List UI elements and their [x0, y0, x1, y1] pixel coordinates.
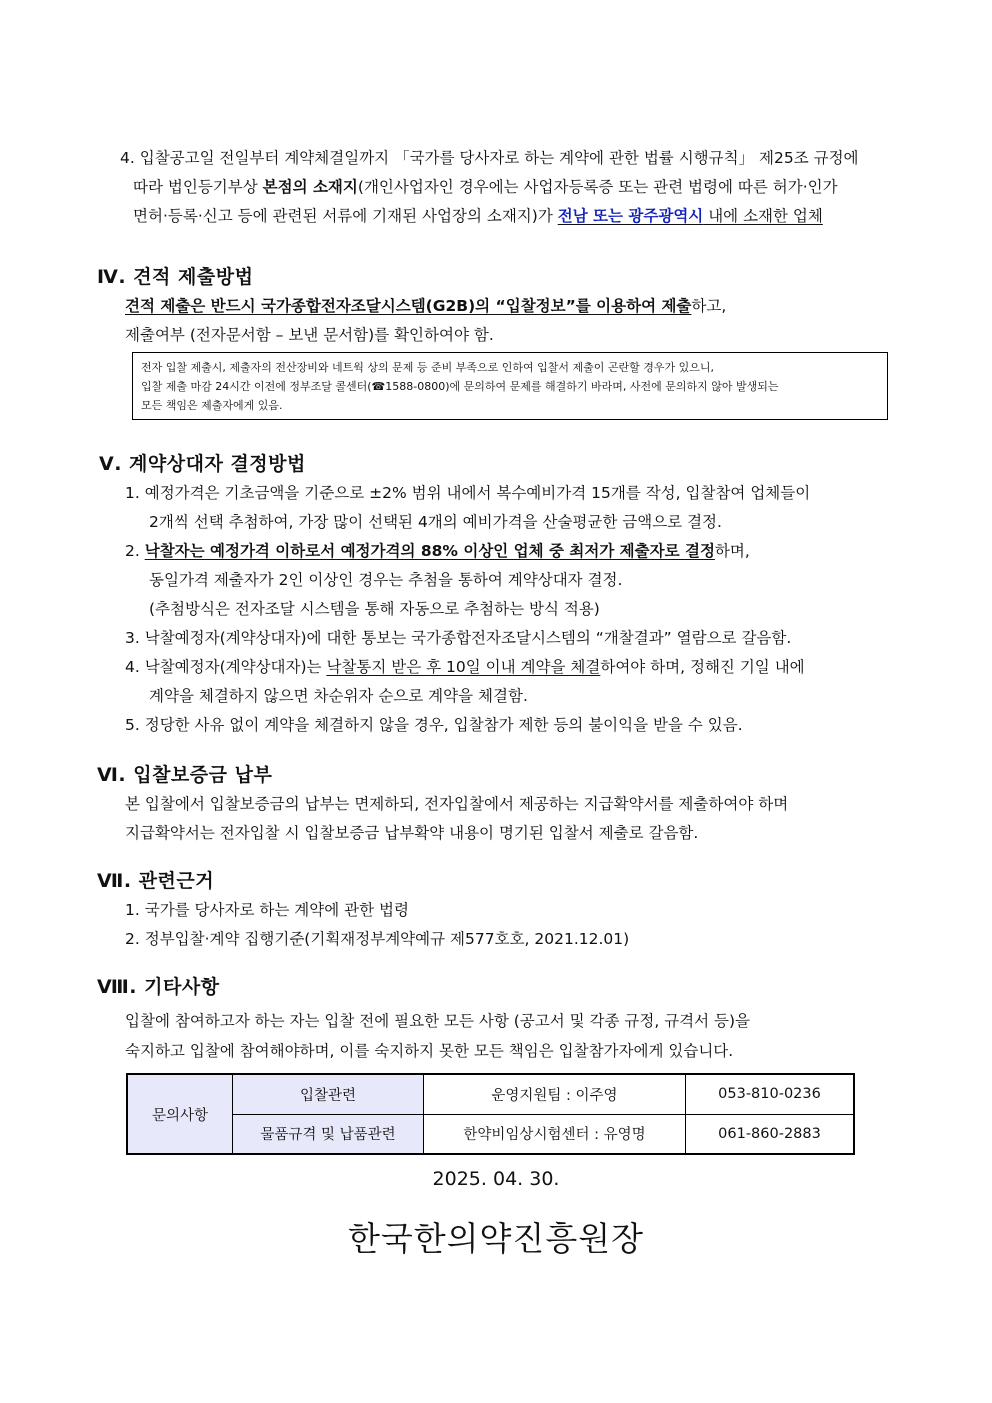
contact-topic: 물품규격 및 납품관련	[233, 1114, 424, 1154]
section-heading-8: Ⅷ. 기타사항	[97, 976, 220, 998]
sec8-line1: 입찰에 참여하고자 하는 자는 입찰 전에 필요한 모든 사항 (공고서 및 각종 규정, 규격서 등)을	[125, 1012, 751, 1030]
sec4-emphasis: 견적 제출은 반드시 국가종합전자조달시스템(G2B)의 “입찰정보”를 이용하여 제출	[125, 297, 692, 315]
sec8-line2: 숙지하고 입찰에 참여해야하며, 이를 숙지하지 못한 모든 책임은 입찰참가자에게 있습니다.	[125, 1042, 734, 1060]
item4-text-2b: 본점의 소재지	[262, 178, 358, 196]
sec6-line2: 지급확약서는 전자입찰 시 입찰보증금 납부확약 내용이 명기된 입찰서 제출로 갈음함.	[125, 824, 699, 842]
sec4-line1	[125, 295, 726, 317]
sec5-item1-line1: 1. 예정가격은 기초금액을 기준으로 ±2% 범위 내에서 복수예비가격 15개를 작성, 입찰참여 업체들이	[125, 484, 811, 502]
contact-label: 문의사항	[127, 1074, 233, 1154]
sec5-item4-a: 4. 낙찰예정자(계약상대자)는	[125, 658, 327, 676]
sec5-item4-line2: 계약을 체결하지 않으면 차순위자 순으로 계약을 체결함.	[149, 687, 528, 705]
sec7-item2: 2. 정부입찰·계약 집행기준(기획재정부계약예규 제577호호, 2021.12.01)	[125, 930, 630, 948]
sec5-item4-c: 하여야 하며, 정해진 기일 내에	[600, 658, 805, 676]
section-heading-7: Ⅶ. 관련근거	[97, 870, 215, 892]
section-heading-5: Ⅴ. 계약상대자 결정방법	[99, 453, 306, 475]
item4-region: 전남 또는 광주광역시	[557, 207, 704, 225]
sec7-item1: 1. 국가를 당사자로 하는 계약에 관한 법령	[125, 901, 409, 919]
item4-text-3a: 면허·등록·신고 등에 관련된 서류에 기재된 사업장의 소재지)가	[133, 207, 558, 225]
contact-phone: 053-810-0236	[686, 1074, 855, 1114]
sec5-item2-line2: 동일가격 제출자가 2인 이상인 경우는 추첨을 통하여 계약상대자 결정.	[149, 571, 623, 589]
sec6-line1: 본 입찰에서 입찰보증금의 납부는 면제하되, 전자입찰에서 제공하는 지급확약서를 제출하여야 하며	[125, 795, 789, 813]
item4-line1	[120, 147, 859, 169]
sec5-item2-line3: (추첨방식은 전자조달 시스템을 통해 자동으로 추첨하는 방식 적용)	[149, 600, 600, 618]
contact-phone: 061-860-2883	[686, 1114, 855, 1154]
notice-line-3: 모든 책임은 제출자에게 있음.	[141, 399, 283, 412]
sec5-item2-num: 2.	[125, 542, 145, 560]
issuer-name: 한국한의약진흥원장	[348, 1219, 644, 1258]
section-heading-6: Ⅵ. 입찰보증금 납부	[97, 764, 273, 786]
sec5-item2-line1	[125, 540, 750, 562]
sec4-text-1b: 하고,	[691, 297, 727, 315]
notice-line-1: 전자 입찰 제출시, 제출자의 전산장비와 네트웍 상의 문제 등 준비 부족으로 인하여 입찰서 제출이 곤란할 경우가 있으니,	[141, 361, 714, 374]
item4-line2	[133, 176, 838, 198]
contact-topic: 입찰관련	[233, 1074, 424, 1114]
sec5-item5: 5. 정당한 사유 없이 계약을 체결하지 않을 경우, 입찰참가 제한 등의 불이익을 받을 수 있음.	[125, 716, 743, 734]
sec5-item2-tail: 하며,	[714, 542, 750, 560]
contact-row	[127, 1074, 854, 1114]
sec5-item4-underlined: 낙찰통지 받은 후 10일 이내 계약을 체결	[326, 658, 601, 676]
item4-text-1: 4. 입찰공고일 전일부터 계약체결일까지 「국가를 당사자로 하는 계약에 관한 법률 시행규칙」 제25조 규정에	[120, 149, 859, 167]
contact-table	[126, 1073, 855, 1155]
sec5-item2-emphasis: 낙찰자는 예정가격 이하로서 예정가격의 88% 이상인 업체 중 최저가 제출자로 결정	[144, 542, 715, 560]
issue-date: 2025. 04. 30.	[432, 1168, 560, 1190]
item4-text-3c: 내에 소재한 업체	[703, 207, 823, 225]
sec5-item4-line1	[125, 656, 805, 678]
item4-line3	[133, 205, 823, 227]
contact-person: 한약비임상시험센터 : 유영명	[424, 1114, 686, 1154]
sec5-item3: 3. 낙찰예정자(계약상대자)에 대한 통보는 국가종합전자조달시스템의 “개찰결과” 열람으로 갈음함.	[125, 629, 792, 647]
item4-text-2c: (개인사업자인 경우에는 사업자등록증 또는 관련 법령에 따른 허가·인가	[357, 178, 838, 196]
contact-row	[127, 1114, 854, 1154]
notice-box	[132, 352, 888, 420]
notice-line-2: 입찰 제출 마감 24시간 이전에 정부조달 콜센터(☎1588-0800)에 문의하여 문제를 해결하기 바라며, 사전에 문의하지 않아 발생되는	[141, 380, 779, 393]
contact-person: 운영지원팀 : 이주영	[424, 1074, 686, 1114]
item4-text-2a: 따라 법인등기부상	[133, 178, 263, 196]
sec4-line2: 제출여부 (전자문서함 – 보낸 문서함)를 확인하여야 함.	[125, 326, 494, 344]
section-heading-4: Ⅳ. 견적 제출방법	[97, 266, 254, 288]
sec5-item1-line2: 2개씩 선택 추첨하여, 가장 많이 선택된 4개의 예비가격을 산술평균한 금액으로 결정.	[149, 513, 722, 531]
